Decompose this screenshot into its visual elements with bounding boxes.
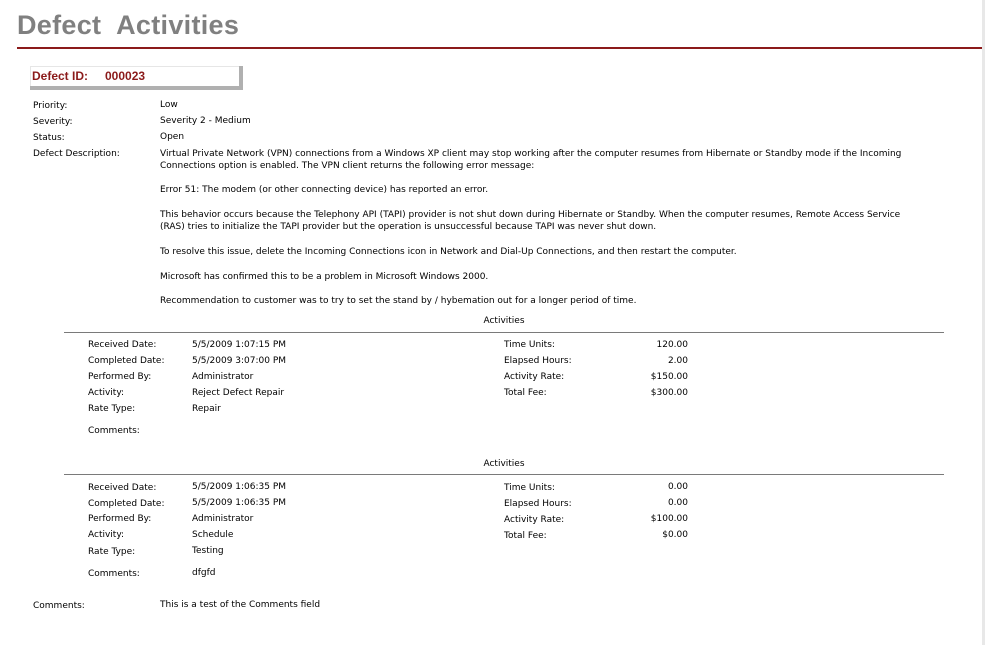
activities-divider	[64, 474, 944, 475]
rate-type-label: Rate Type:	[88, 404, 136, 414]
elapsed-hours-label: Elapsed Hours:	[504, 499, 572, 509]
received-date-label: Received Date:	[88, 483, 157, 493]
defect-id-value: 000023	[105, 69, 146, 83]
rate-type-label: Rate Type:	[88, 547, 136, 557]
performed-by-value: Administrator	[192, 372, 254, 382]
completed-date-label: Completed Date:	[88, 356, 165, 366]
description-paragraph-1: Virtual Private Network (VPN) connections from a Windows XP client may stop working after the computer resumes from Hibernate or Standby mode if the Incoming Connections option is enabled. The VPN client returns the following error message:	[160, 149, 902, 171]
elapsed-hours-value: 0.00	[667, 498, 688, 508]
description-paragraph-4: To resolve this issue, delete the Incoming Connections icon in Network and Dial-Up Connections, and then restart the computer.	[160, 247, 737, 257]
time-units-value: 0.00	[667, 482, 688, 492]
description-label: Defect Description:	[33, 149, 120, 159]
total-fee-label: Total Fee:	[504, 388, 547, 398]
title-divider	[17, 47, 982, 49]
rate-type-value: Repair	[192, 404, 221, 414]
activities-divider	[64, 332, 944, 333]
page-title: Defect Activities	[17, 10, 240, 40]
description-paragraph-6: Recommendation to customer was to try to set the stand by / hybemation out for a longer period of time.	[160, 296, 637, 306]
activity-value: Reject Defect Repair	[192, 388, 285, 398]
activity-label: Activity:	[88, 388, 125, 398]
performed-by-label: Performed By:	[88, 372, 152, 382]
activity-label: Activity:	[88, 530, 125, 540]
activity-value: Schedule	[192, 530, 234, 540]
severity-label: Severity:	[33, 117, 73, 127]
activity-rate-value: $100.00	[650, 514, 688, 524]
activity-rate-label: Activity Rate:	[504, 515, 565, 525]
total-fee-value: $300.00	[650, 388, 688, 398]
comments-value: This is a test of the Comments field	[160, 600, 321, 610]
activities-heading: Activities	[483, 316, 525, 326]
rate-type-value: Testing	[192, 546, 224, 556]
received-date-label: Received Date:	[88, 340, 157, 350]
completed-date-value: 5/5/2009 3:07:00 PM	[192, 356, 287, 366]
completed-date-value: 5/5/2009 1:06:35 PM	[192, 498, 287, 508]
elapsed-hours-label: Elapsed Hours:	[504, 356, 572, 366]
time-units-label: Time Units:	[504, 340, 555, 350]
activities-heading: Activities	[483, 459, 525, 469]
description-paragraph-2: Error 51: The modem (or other connecting device) has reported an error.	[160, 185, 489, 195]
defect-id-box	[30, 66, 243, 90]
total-fee-value: $0.00	[662, 530, 688, 540]
activity-rate-value: $150.00	[650, 372, 688, 382]
comments-label: Comments:	[33, 601, 85, 611]
time-units-label: Time Units:	[504, 483, 555, 493]
total-fee-label: Total Fee:	[504, 531, 547, 541]
activity-comments-label: Comments:	[88, 426, 140, 436]
elapsed-hours-value: 2.00	[667, 356, 688, 366]
priority-value: Low	[160, 100, 178, 110]
status-value: Open	[160, 132, 185, 142]
received-date-value: 5/5/2009 1:07:15 PM	[192, 340, 287, 350]
description-paragraph-5: Microsoft has confirmed this to be a problem in Microsoft Windows 2000.	[160, 272, 489, 282]
description-paragraph-3: This behavior occurs because the Telephony API (TAPI) provider is not shut down during Hibernate or Standby. When the computer resumes, Remote Access Service (RAS) tries to initialize the TAPI provider but the operation is unsuccessful because TAPI was never shut down.	[160, 210, 901, 232]
priority-label: Priority:	[33, 101, 68, 111]
defect-id-label: Defect ID:	[32, 69, 89, 83]
performed-by-label: Performed By:	[88, 514, 152, 524]
completed-date-label: Completed Date:	[88, 499, 165, 509]
received-date-value: 5/5/2009 1:06:35 PM	[192, 482, 287, 492]
performed-by-value: Administrator	[192, 514, 254, 524]
time-units-value: 120.00	[656, 340, 688, 350]
status-label: Status:	[33, 133, 65, 143]
severity-value: Severity 2 - Medium	[160, 116, 251, 126]
activity-comments-label: Comments:	[88, 569, 140, 579]
activity-rate-label: Activity Rate:	[504, 372, 565, 382]
activity-comments-value: dfgfd	[192, 568, 216, 578]
